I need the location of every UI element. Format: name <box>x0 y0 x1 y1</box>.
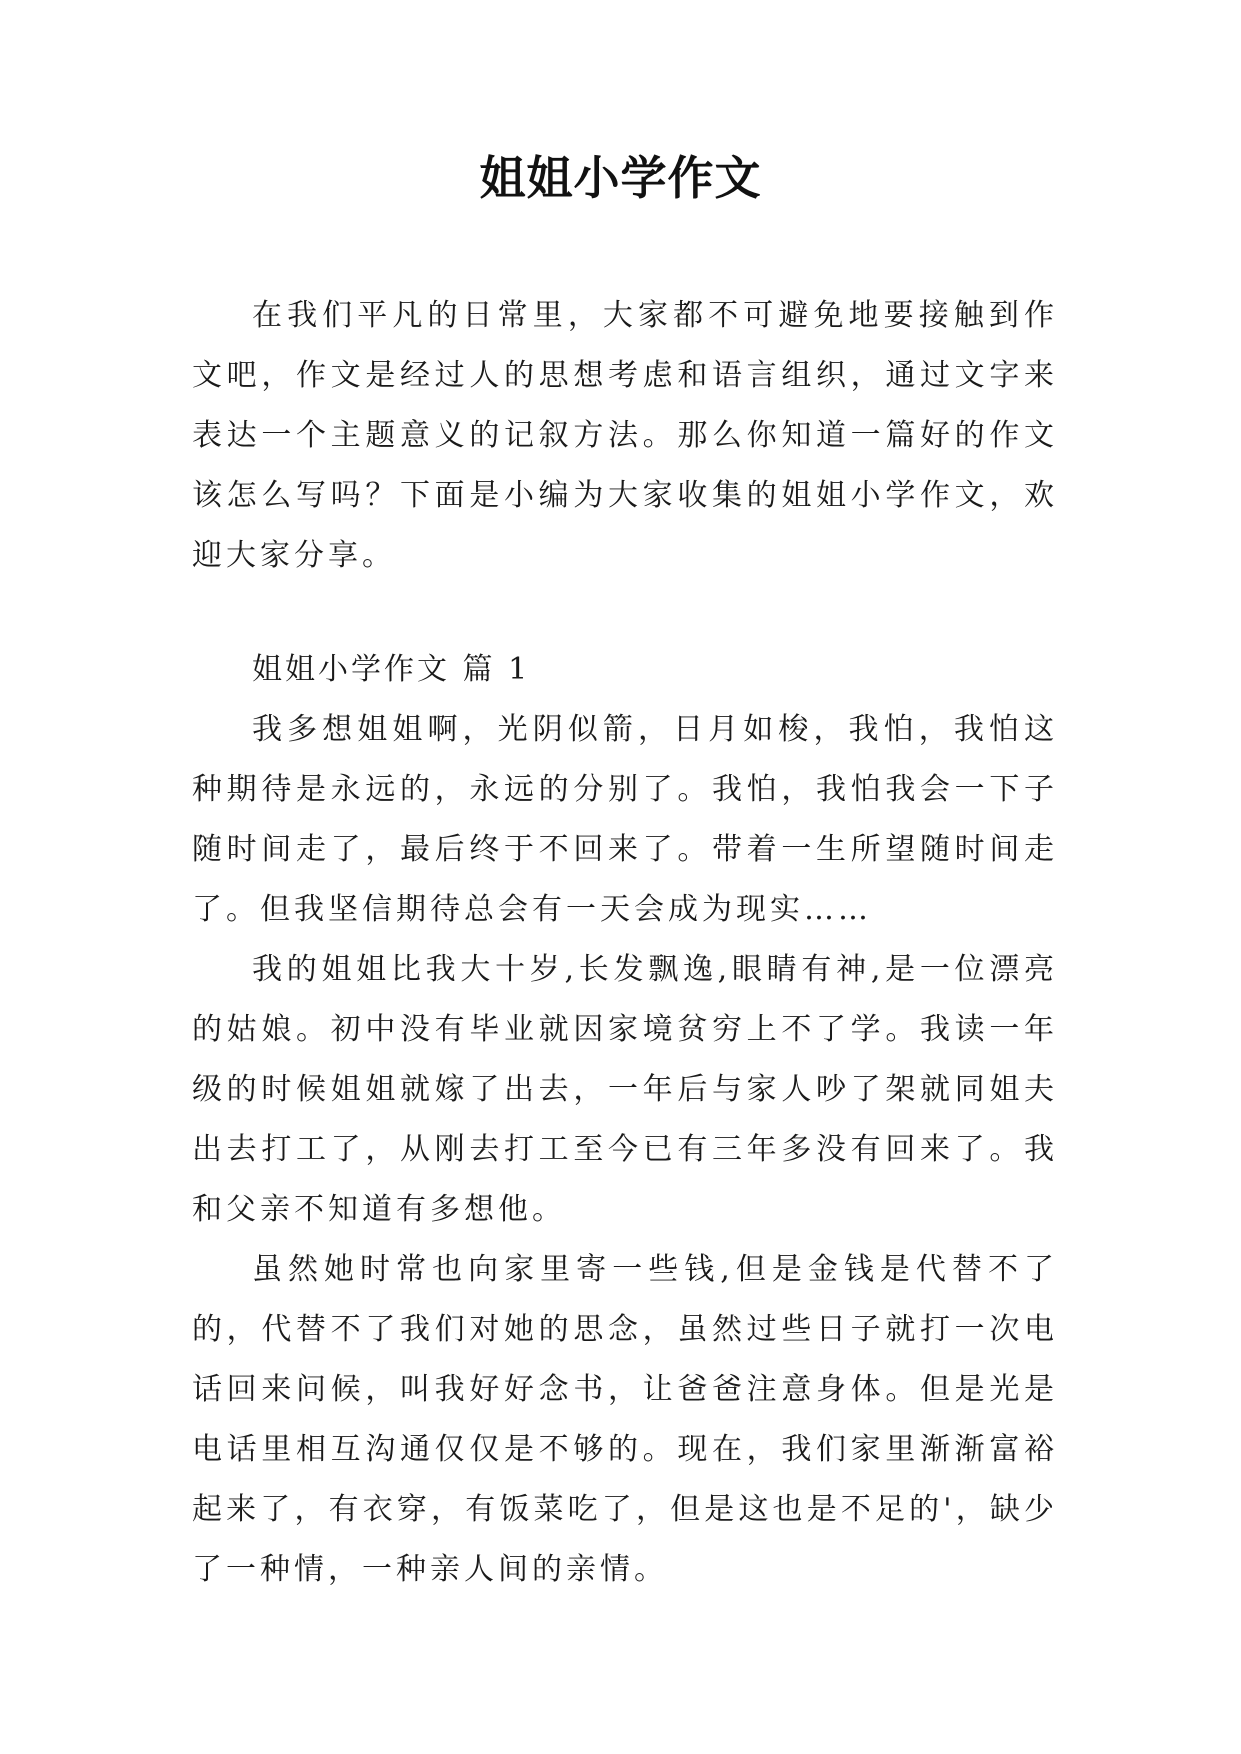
essay-paragraph: 我的姐姐比我大十岁,长发飘逸,眼睛有神,是一位漂亮的姑娘。初中没有毕业就因家境贫穷上不了学。我读一年级的时候姐姐就嫁了出去，一年后与家人吵了架就同姐夫出去打工了，从刚去打工至今已有三年多没有回来了。我和父亲不知道有多想他。 <box>192 952 1058 1227</box>
section-heading: 姐姐小学作文 篇 1 <box>252 652 531 687</box>
document-title: 姐姐小学作文 <box>479 151 762 205</box>
intro-paragraph: 在我们平凡的日常里，大家都不可避免地要接触到作文吧，作文是经过人的思想考虑和语言组织，通过文字来表达一个主题意义的记叙方法。那么你知道一篇好的作文该怎么写吗？下面是小编为大家收集的姐姐小学作文，欢迎大家分享。 <box>192 298 1058 573</box>
essay-section <box>192 640 1058 1600</box>
essay-paragraph: 虽然她时常也向家里寄一些钱,但是金钱是代替不了的，代替不了我们对她的思念，虽然过些日子就打一次电话回来问候，叫我好好念书，让爸爸注意身体。但是光是电话里相互沟通仅仅是不够的。现在，我们家里渐渐富裕起来了，有衣穿，有饭菜吃了，但是这也是不足的'，缺少了一种情，一种亲人间的亲情。 <box>192 1252 1058 1587</box>
essay-paragraph: 我多想姐姐啊，光阴似箭，日月如梭，我怕，我怕这种期待是永远的，永远的分别了。我怕，我怕我会一下子随时间走了，最后终于不回来了。带着一生所望随时间走了。但我坚信期待总会有一天会成为现实…… <box>192 712 1058 927</box>
intro-block <box>192 286 1058 586</box>
